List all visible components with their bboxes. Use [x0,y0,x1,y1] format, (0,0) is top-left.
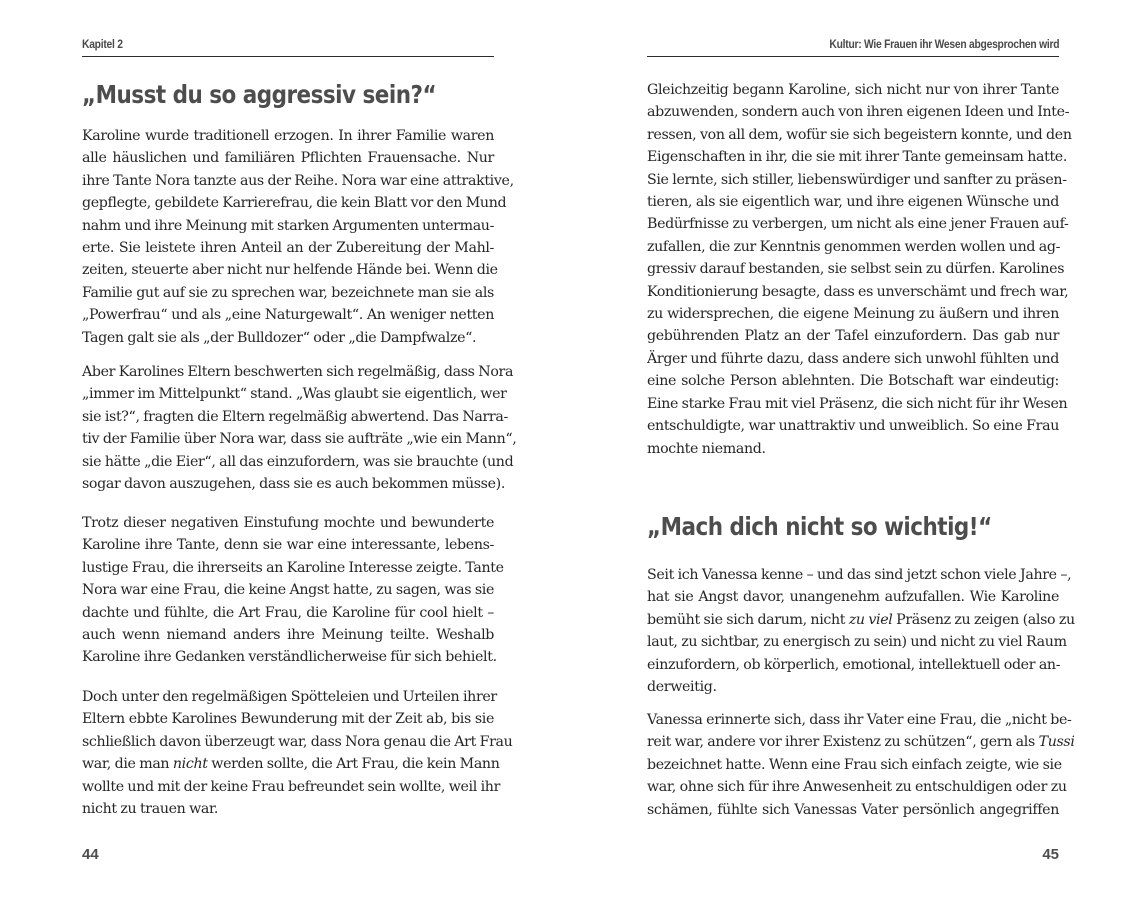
text-line: tiv der Familie über Nora war, dass sie aufträte „wie ein Mann“, [82,431,517,448]
text-line: sie ist?“, fragten die Eltern regelmäßig abwertend. Das Narra- [82,408,508,425]
text-line: Nora war eine Frau, die keine Angst hatte, zu sagen, was sie [82,582,494,599]
text-line: hat sie Angst davor, unangenehm aufzufallen. Wie Karoline [647,589,1059,606]
text-line: nahm und ihre Meinung mit starken Argumenten untermau- [82,217,495,234]
text-line: alle häuslichen und familiären Pflichten Frauensache. Nur [82,150,494,167]
text-line: reit war, andere vor ihrer Existenz zu schützen“, gern als Tussi [647,734,1075,751]
text-line: ressen, von all dem, wofür sie sich begeistern konnte, und den [647,126,1072,143]
text-line: Gleichzeitig begann Karoline, sich nicht nur von ihrer Tante [647,82,1059,98]
text-line: bezeichnet hatte. Wenn eine Frau sich einfach zeigte, wie sie [647,756,1062,773]
text-line: Karoline wurde traditionell erzogen. In ihrer Familie waren [82,128,494,144]
paragraph [82,125,514,349]
text-line: abzuwenden, sondern auch von ihren eigenen Ideen und Inte- [647,104,1070,121]
paragraph [647,79,1072,460]
text-line: Sie lernte, sich stiller, liebenswürdiger und sanfter zu präsen- [647,171,1067,188]
text-line: Trotz dieser negativen Einstufung mochte und bewunderte [82,515,494,531]
text-line: Vanessa erinnerte sich, dass ihr Vater eine Frau, die „nicht be- [647,712,1072,728]
text-line: war, ohne sich für ihre Anwesenheit zu entschuldigen oder zu [647,779,1067,796]
text-line: Familie gut auf sie zu sprechen war, bezeichnete man sie als [82,284,494,301]
text-line: sie hätte „die Eier“, all das einzufordern, was sie brauchte (und [82,453,514,470]
paragraph [82,361,517,495]
text-line: zufallen, die zur Kenntnis genommen werden wollen und ag- [647,238,1061,255]
text-line: „Powerfrau“ und als „eine Naturgewalt“. An weniger netten [82,307,494,324]
text-line: derweitig. [647,679,717,696]
paragraph [647,709,1075,821]
text-line: auch wenn niemand anders ihre Meinung teilte. Weshalb [82,627,494,644]
right-page [647,0,1075,907]
left-page [82,0,517,907]
text-line: schämen, fühlte sich Vanessas Vater persönlich angegriffen [647,801,1059,818]
text-line: war, die man nicht werden sollte, die Art Frau, die kein Mann [82,756,500,773]
text-line: nicht zu trauen war. [82,801,219,818]
text-line: eine solche Person ablehnten. Die Botschaft war eindeutig: [647,373,1059,390]
text-line: sogar davon auszugehen, dass sie es auch bekommen müsse). [82,476,505,493]
text-line: gebührenden Platz an der Tafel einzufordern. Das gab nur [647,328,1059,345]
page-number: 44 [82,846,99,863]
text-line: erte. Sie leistete ihren Anteil an der Zubereitung der Mahl- [82,240,494,257]
text-line: Seit ich Vanessa kenne – und das sind jetzt schon viele Jahre –, [647,567,1072,583]
text-line: Ärger und führte dazu, dass andere sich unwohl fühlten und [647,350,1059,367]
emphasis: nicht [172,756,208,773]
text-line: Karoline ihre Tante, denn sie war eine interessante, lebens- [82,537,494,554]
text-line: Bedürfnisse zu verbergen, um nicht als eine jener Frauen auf- [647,216,1069,233]
text-line: schließlich davon überzeugt war, dass Nora genau die Art Frau [82,733,513,750]
text-line: Eltern ebbte Karolines Bewunderung mit der Zeit ab, bis sie [82,711,494,728]
text-line: wollte und mit der keine Frau befreundet sein wollte, weil ihr [82,778,501,795]
text-line: zu widersprechen, die eigene Meinung zu äußern und ihren [647,306,1059,323]
text-line: Doch unter den regelmäßigen Spötteleien und Urteilen ihrer [82,689,497,705]
paragraph [647,564,1075,698]
text-line: Konditionierung besagte, dass es unverschämt und frech war, [647,283,1069,300]
text-line: einzufordern, ob körperlich, emotional, intellektuell oder an- [647,656,1061,673]
running-head-chapter: Kapitel 2 [82,36,494,57]
page-number: 45 [1042,846,1059,863]
text-line: „immer im Mittelpunkt“ stand. „Was glaubt sie eigentlich, wer [82,386,507,403]
text-line: laut, zu sichtbar, zu energisch zu sein) und nicht zu viel Raum [647,634,1067,651]
text-line: bemüht sie sich darum, nicht zu viel Präsenz zu zeigen (also zu [647,611,1075,628]
text-line: lustige Frau, die ihrerseits an Karoline Interesse zeigte. Tante [82,559,504,576]
text-line: Karoline ihre Gedanken verständlicherweise für sich behielt. [82,649,497,666]
text-line: Eigenschaften in ihr, die sie mit ihrer Tante gemeinsam hatte. [647,149,1067,166]
text-line: Aber Karolines Eltern beschwerten sich regelmäßig, dass Nora [82,364,514,380]
text-line: Tagen galt sie als „der Bulldozer“ oder „die Dampfwalze“. [82,329,477,346]
text-line: entschuldigte, war unattraktiv und unweiblich. So eine Frau [647,418,1059,435]
emphasis: Tussi [1038,734,1075,751]
running-head-section: Kultur: Wie Frauen ihr Wesen abgesprochen wird [647,36,1059,57]
text-line: ihre Tante Nora tanzte aus der Reihe. Nora war eine attraktive, [82,172,514,189]
text-line: mochte niemand. [647,440,766,457]
section-heading-wichtig: „Mach dich nicht so wichtig!“ [647,512,992,541]
text-line: gressiv darauf bestanden, sie selbst sein zu dürfen. Karolines [647,261,1065,278]
text-line: tieren, als sie eigentlich war, und ihre eigenen Wünsche und [647,194,1059,211]
text-line: gepflegte, gebildete Karrierefrau, die kein Blatt vor den Mund [82,195,507,212]
paragraph [82,686,513,820]
text-line: dachte und fühlte, die Art Frau, die Karoline für cool hielt – [82,604,494,621]
emphasis: zu viel [848,611,893,628]
text-line: Eine starke Frau mit viel Präsenz, die sich nicht für ihr Wesen [647,395,1068,412]
text-line: zeiten, steuerte aber nicht nur helfende Hände bei. Wenn die [82,262,498,279]
section-heading-aggressiv: „Musst du so aggressiv sein?“ [82,80,437,109]
paragraph [82,512,504,669]
